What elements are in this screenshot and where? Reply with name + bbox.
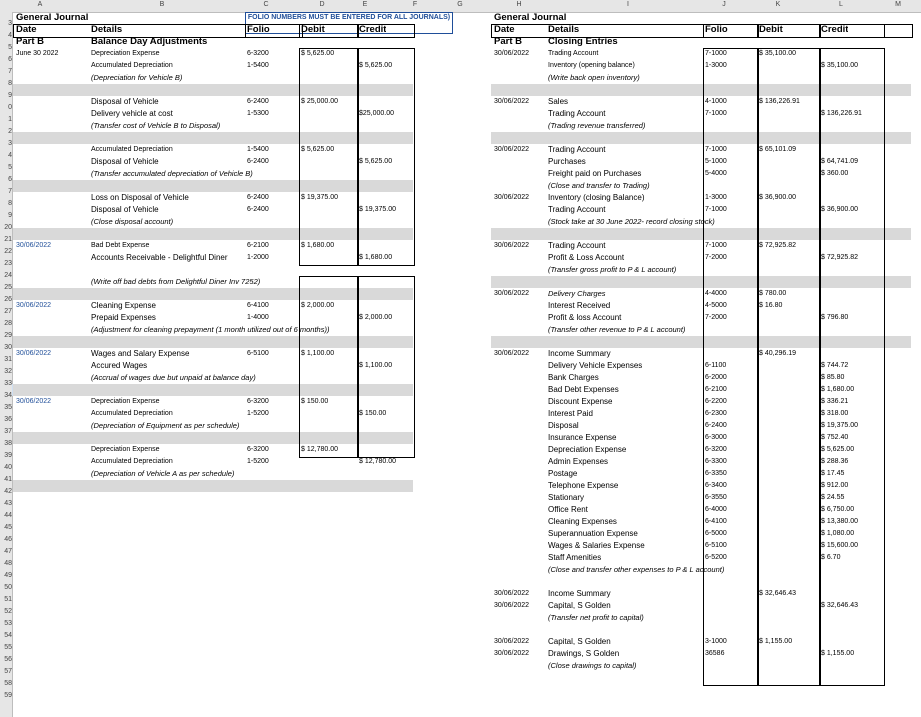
row-number[interactable]: 28: [4, 320, 12, 327]
row-number[interactable]: 5: [8, 164, 12, 171]
separator-row: [491, 336, 911, 348]
left-folio-cell[interactable]: 6-2100: [247, 242, 269, 249]
right-folio-cell[interactable]: 6-3300: [705, 458, 727, 465]
left-debit-cell[interactable]: $ 5,625.00: [301, 50, 335, 57]
left-details-cell[interactable]: Accumulated Depreciation: [91, 146, 173, 153]
left-details-cell[interactable]: Cleaning Expense: [91, 301, 156, 310]
right-date-cell[interactable]: 30/06/2022: [494, 638, 530, 645]
right-folio-cell[interactable]: 6-1100: [705, 362, 727, 369]
left-header-details: Details: [91, 24, 123, 35]
row-number[interactable]: 52: [4, 608, 12, 615]
left-details-cell[interactable]: Delivery vehicle at cost: [91, 109, 173, 118]
separator-row: [13, 180, 413, 192]
separator-row: [13, 384, 413, 396]
left-header-debit: Debit: [301, 24, 325, 35]
left-part-label: Part B: [16, 36, 44, 47]
right-details-cell[interactable]: (Transfer other revenue to P & L account): [548, 325, 686, 334]
column-header-i[interactable]: I: [627, 1, 629, 8]
left-folio-cell[interactable]: 6-5100: [247, 350, 269, 357]
right-debit-cell[interactable]: $ 65,101.09: [759, 146, 796, 153]
right-folio-cell[interactable]: 6-2300: [705, 410, 727, 417]
left-details-cell[interactable]: Accounts Receivable - Delightful Diner: [91, 253, 228, 262]
right-section-title: Closing Entries: [548, 36, 618, 47]
right-folio-cell[interactable]: 6-5200: [705, 554, 727, 561]
right-details-cell[interactable]: Inventory (closing Balance): [548, 193, 645, 202]
row-number[interactable]: 59: [4, 692, 12, 699]
right-details-cell[interactable]: Disposal: [548, 421, 579, 430]
left-credit-cell[interactable]: $ 5,625.00: [359, 62, 393, 69]
right-details-cell[interactable]: Profit & loss Account: [548, 313, 622, 322]
left-details-cell[interactable]: Disposal of Vehicle: [91, 97, 159, 106]
column-header-b[interactable]: B: [159, 1, 165, 8]
row-number[interactable]: 46: [4, 536, 12, 543]
right-details-cell[interactable]: (Write back open inventory): [548, 73, 640, 82]
right-credit-cell[interactable]: $ 5,625.00: [821, 446, 855, 453]
row-number-bar: [0, 12, 13, 717]
right-credit-cell[interactable]: $ 752.40: [821, 434, 849, 441]
right-folio-cell[interactable]: 6-4000: [705, 506, 727, 513]
right-details-cell[interactable]: Trading Account: [548, 145, 606, 154]
right-date-cell[interactable]: 30/06/2022: [494, 290, 530, 297]
left-header-folio: Folio: [247, 24, 270, 35]
separator-row: [13, 84, 413, 96]
left-folio-cell[interactable]: 1-5400: [247, 62, 269, 69]
row-number[interactable]: 34: [4, 392, 12, 399]
right-credit-cell[interactable]: $ 912.00: [821, 482, 849, 489]
right-details-cell[interactable]: Trading Account: [548, 50, 599, 57]
right-header-credit: Credit: [821, 24, 849, 35]
left-details-cell[interactable]: Loss on Disposal of Vehicle: [91, 193, 189, 202]
left-details-cell[interactable]: (Accrual of wages due but unpaid at balance day): [91, 373, 256, 382]
right-date-cell[interactable]: 30/06/2022: [494, 194, 530, 201]
left-date-cell[interactable]: 30/06/2022: [16, 302, 52, 309]
row-number[interactable]: 35: [4, 404, 12, 411]
right-credit-cell[interactable]: $ 336.21: [821, 398, 849, 405]
row-number[interactable]: 5: [8, 44, 12, 51]
right-date-cell[interactable]: 30/06/2022: [494, 650, 530, 657]
right-credit-cell[interactable]: $ 318.00: [821, 410, 849, 417]
row-number[interactable]: 55: [4, 644, 12, 651]
row-number[interactable]: 43: [4, 500, 12, 507]
column-header-h[interactable]: H: [516, 1, 522, 8]
row-number[interactable]: 50: [4, 584, 12, 591]
right-date-cell[interactable]: 30/06/2022: [494, 350, 530, 357]
row-number[interactable]: 4: [8, 32, 12, 39]
row-number[interactable]: 2: [8, 128, 12, 135]
row-number[interactable]: 22: [4, 248, 12, 255]
right-folio-cell[interactable]: 6-2100: [705, 386, 727, 393]
right-details-cell[interactable]: Trading Account: [548, 241, 606, 250]
column-header-g[interactable]: G: [457, 1, 463, 8]
right-folio-cell[interactable]: 7-2000: [705, 314, 727, 321]
right-folio-cell[interactable]: 7-1000: [705, 110, 727, 117]
left-section-title: Balance Day Adjustments: [91, 36, 208, 47]
left-details-cell[interactable]: (Depreciation of Equipment as per schedule): [91, 421, 240, 430]
left-details-cell[interactable]: Depreciation Expense: [91, 446, 160, 453]
right-details-cell[interactable]: Stationary: [548, 493, 585, 502]
right-credit-cell[interactable]: $ 35,100.00: [821, 62, 858, 69]
right-folio-cell[interactable]: 5-4000: [705, 170, 727, 177]
row-number[interactable]: 41: [4, 476, 12, 483]
left-folio-cell[interactable]: 6-2400: [247, 98, 269, 105]
row-number[interactable]: 32: [4, 368, 12, 375]
right-credit-cell[interactable]: $ 85.80: [821, 374, 845, 381]
row-number[interactable]: 6: [8, 176, 12, 183]
row-number[interactable]: 0: [8, 104, 12, 111]
right-credit-cell[interactable]: $ 6.70: [821, 554, 841, 561]
right-folio-cell[interactable]: 5-1000: [705, 158, 727, 165]
left-details-cell[interactable]: (Adjustment for cleaning prepayment (1 month utilized out of 6 months)): [91, 325, 330, 334]
right-details-cell[interactable]: (Stock take at 30 June 2022- record closing stock): [548, 217, 715, 226]
row-number[interactable]: 48: [4, 560, 12, 567]
row-number[interactable]: 53: [4, 620, 12, 627]
right-date-cell[interactable]: 30/06/2022: [494, 602, 530, 609]
row-number[interactable]: 54: [4, 632, 12, 639]
left-folio-cell[interactable]: 6-3200: [247, 398, 269, 405]
right-details-cell[interactable]: Sales: [548, 97, 569, 106]
right-credit-cell[interactable]: $ 744.72: [821, 362, 849, 369]
right-details-cell[interactable]: (Close and transfer other expenses to P & L account): [548, 565, 725, 574]
separator-row: [491, 132, 911, 144]
left-details-cell[interactable]: (Write off bad debts from Delightful Diner Inv 7252): [91, 277, 261, 286]
right-debit-cell[interactable]: $ 40,296.19: [759, 350, 796, 357]
right-journal-title[interactable]: General Journal: [494, 12, 567, 23]
row-number[interactable]: 23: [4, 260, 12, 267]
row-number[interactable]: 45: [4, 524, 12, 531]
right-details-cell[interactable]: Interest Paid: [548, 409, 593, 418]
column-header-d[interactable]: D: [319, 1, 325, 8]
right-folio-cell[interactable]: 7-1000: [705, 50, 727, 57]
row-number[interactable]: 7: [8, 68, 12, 75]
left-details-cell[interactable]: (Close disposal account): [91, 217, 174, 226]
right-credit-cell[interactable]: $ 288.36: [821, 458, 849, 465]
right-details-cell[interactable]: Insurance Expense: [548, 433, 617, 442]
separator-row: [13, 432, 413, 444]
row-number[interactable]: 3: [8, 20, 12, 27]
row-number[interactable]: 4: [8, 152, 12, 159]
right-folio-cell[interactable]: 4-5000: [705, 302, 727, 309]
right-details-cell[interactable]: Office Rent: [548, 505, 588, 514]
right-details-cell[interactable]: Staff Amenities: [548, 553, 602, 562]
right-details-cell[interactable]: Capital, S Golden: [548, 601, 611, 610]
row-number[interactable]: 1: [8, 116, 12, 123]
left-details-cell[interactable]: Bad Debt Expense: [91, 242, 150, 249]
right-debit-cell[interactable]: $ 136,226.91: [759, 98, 800, 105]
left-credit-cell[interactable]: $25,000.00: [359, 110, 395, 117]
row-number[interactable]: 3: [8, 140, 12, 147]
right-credit-cell[interactable]: $ 136,226.91: [821, 110, 862, 117]
left-folio-cell[interactable]: 1-4000: [247, 314, 269, 321]
left-details-cell[interactable]: (Transfer accumulated depreciation of Vehicle B): [91, 169, 253, 178]
right-folio-cell[interactable]: 7-1000: [705, 242, 727, 249]
separator-row: [491, 84, 911, 96]
left-details-cell[interactable]: Accured Wages: [91, 361, 148, 370]
right-details-cell[interactable]: (Close drawings to capital): [548, 661, 637, 670]
right-debit-cell[interactable]: $ 780.00: [759, 290, 787, 297]
separator-row: [491, 228, 911, 240]
right-part-label: Part B: [494, 36, 522, 47]
right-date-cell[interactable]: 30/06/2022: [494, 98, 530, 105]
right-details-cell[interactable]: Admin Expenses: [548, 457, 609, 466]
right-date-cell[interactable]: 30/06/2022: [494, 146, 530, 153]
right-debit-cell[interactable]: $ 16.80: [759, 302, 783, 309]
row-number[interactable]: 29: [4, 332, 12, 339]
right-folio-cell[interactable]: 6-3400: [705, 482, 727, 489]
right-debit-cell[interactable]: $ 35,100.00: [759, 50, 796, 57]
right-details-cell[interactable]: Bank Charges: [548, 373, 599, 382]
right-details-cell[interactable]: Superannuation Expense: [548, 529, 638, 538]
right-details-cell[interactable]: Delivery Vehicle Expenses: [548, 361, 643, 370]
right-credit-cell[interactable]: $ 1,080.00: [821, 530, 855, 537]
row-number[interactable]: 57: [4, 668, 12, 675]
left-folio-cell[interactable]: 1-5200: [247, 458, 269, 465]
active-row-indicator: [12, 384, 13, 396]
left-debit-cell[interactable]: $ 1,100.00: [301, 350, 335, 357]
column-header-a[interactable]: A: [37, 1, 43, 8]
right-details-cell[interactable]: Trading Account: [548, 109, 606, 118]
row-number[interactable]: 39: [4, 452, 12, 459]
right-details-cell[interactable]: Capital, S Golden: [548, 637, 611, 646]
right-details-cell[interactable]: (Trading revenue transferred): [548, 121, 646, 130]
left-credit-cell[interactable]: $ 2,000.00: [359, 314, 393, 321]
column-header-c[interactable]: C: [263, 1, 269, 8]
right-folio-cell[interactable]: 6-5000: [705, 530, 727, 537]
right-details-cell[interactable]: Income Summary: [548, 589, 611, 598]
left-debit-cell[interactable]: $ 5,625.00: [301, 146, 335, 153]
row-number[interactable]: 31: [4, 356, 12, 363]
left-details-cell[interactable]: Accumulated Depreciation: [91, 458, 173, 465]
right-header-details: Details: [548, 24, 580, 35]
right-details-cell[interactable]: Delivery Charges: [548, 289, 606, 298]
right-debit-cell[interactable]: $ 72,925.82: [759, 242, 796, 249]
row-number[interactable]: 33: [4, 380, 12, 387]
row-number[interactable]: 42: [4, 488, 12, 495]
right-details-cell[interactable]: Drawings, S Golden: [548, 649, 620, 658]
row-number[interactable]: 20: [4, 224, 12, 231]
right-credit-cell[interactable]: $ 64,741.09: [821, 158, 858, 165]
right-folio-cell[interactable]: 6-5100: [705, 542, 727, 549]
left-details-cell[interactable]: Depreciation Expense: [91, 50, 160, 57]
row-number[interactable]: 49: [4, 572, 12, 579]
left-debit-cell[interactable]: $ 25,000.00: [301, 98, 338, 105]
right-folio-cell[interactable]: 6-3550: [705, 494, 727, 501]
right-debit-cell[interactable]: $ 32,646.43: [759, 590, 796, 597]
left-date-cell[interactable]: 30/06/2022: [16, 350, 52, 357]
left-folio-cell[interactable]: 1-2000: [247, 254, 269, 261]
right-details-cell[interactable]: Income Summary: [548, 349, 611, 358]
row-number[interactable]: 44: [4, 512, 12, 519]
right-details-cell[interactable]: Inventory (opening balance): [548, 62, 635, 69]
right-details-cell[interactable]: (Transfer net profit to capital): [548, 613, 644, 622]
left-header-credit: Credit: [359, 24, 387, 35]
left-debit-cell[interactable]: $ 1,680.00: [301, 242, 335, 249]
left-date-cell[interactable]: 30/06/2022: [16, 242, 52, 249]
right-details-cell[interactable]: (Close and transfer to Trading): [548, 181, 650, 190]
right-debit-cell[interactable]: $ 36,900.00: [759, 194, 796, 201]
right-folio-cell[interactable]: 7-1000: [705, 206, 727, 213]
right-credit-cell[interactable]: $ 1,155.00: [821, 650, 855, 657]
right-credit-cell[interactable]: $ 32,646.43: [821, 602, 858, 609]
left-credit-cell[interactable]: $ 5,625.00: [359, 158, 393, 165]
right-credit-cell[interactable]: $ 36,900.00: [821, 206, 858, 213]
left-folio-cell[interactable]: 6-2400: [247, 194, 269, 201]
right-credit-cell[interactable]: $ 1,680.00: [821, 386, 855, 393]
right-credit-cell[interactable]: $ 15,600.00: [821, 542, 858, 549]
right-credit-cell[interactable]: $ 24.55: [821, 494, 845, 501]
left-journal-title[interactable]: General Journal: [16, 12, 89, 23]
right-details-cell[interactable]: Depreciation Expense: [548, 445, 627, 454]
row-number[interactable]: 56: [4, 656, 12, 663]
separator-row: [13, 480, 413, 492]
row-number[interactable]: 8: [8, 200, 12, 207]
left-folio-cell[interactable]: 1-5200: [247, 410, 269, 417]
right-folio-cell[interactable]: 7-2000: [705, 254, 727, 261]
right-details-cell[interactable]: Discount Expense: [548, 397, 613, 406]
left-folio-cell[interactable]: 1-5300: [247, 110, 269, 117]
left-debit-cell[interactable]: $ 12,780.00: [301, 446, 338, 453]
left-credit-cell[interactable]: $ 1,100.00: [359, 362, 393, 369]
row-number[interactable]: 51: [4, 596, 12, 603]
right-folio-cell[interactable]: 6-3000: [705, 434, 727, 441]
right-folio-cell[interactable]: 1-3000: [705, 194, 727, 201]
left-folio-cell[interactable]: 6-3200: [247, 50, 269, 57]
right-folio-cell[interactable]: 6-3350: [705, 470, 727, 477]
right-details-cell[interactable]: Trading Account: [548, 205, 606, 214]
right-details-cell[interactable]: Postage: [548, 469, 578, 478]
column-header-m[interactable]: M: [895, 1, 901, 8]
right-debit-cell[interactable]: $ 1,155.00: [759, 638, 793, 645]
separator-row: [491, 276, 911, 288]
column-header-l[interactable]: L: [839, 1, 843, 8]
right-folio-cell[interactable]: 6-2400: [705, 422, 727, 429]
left-details-cell[interactable]: Depreciation Expense: [91, 398, 160, 405]
right-date-cell[interactable]: 30/06/2022: [494, 590, 530, 597]
left-credit-cell[interactable]: $ 150.00: [359, 410, 387, 417]
row-number[interactable]: 58: [4, 680, 12, 687]
row-number[interactable]: 6: [8, 56, 12, 63]
right-details-cell[interactable]: Wages & Salaries Expense: [548, 541, 645, 550]
right-date-cell[interactable]: 30/06/2022: [494, 50, 530, 57]
right-folio-cell[interactable]: 7-1000: [705, 146, 727, 153]
right-details-cell[interactable]: Bad Debt Expenses: [548, 385, 619, 394]
left-folio-cell[interactable]: 6-4100: [247, 302, 269, 309]
row-number[interactable]: 36: [4, 416, 12, 423]
right-credit-cell[interactable]: $ 796.80: [821, 314, 849, 321]
row-number[interactable]: 27: [4, 308, 12, 315]
column-header-e[interactable]: E: [362, 1, 368, 8]
row-number[interactable]: 9: [8, 92, 12, 99]
row-number[interactable]: 26: [4, 296, 12, 303]
separator-row: [13, 228, 413, 240]
column-header-f[interactable]: F: [412, 1, 418, 8]
right-folio-cell[interactable]: 6-4100: [705, 518, 727, 525]
row-number[interactable]: 9: [8, 212, 12, 219]
right-details-cell[interactable]: Interest Received: [548, 301, 611, 310]
left-date-cell[interactable]: 30/06/2022: [16, 398, 52, 405]
row-number[interactable]: 47: [4, 548, 12, 555]
row-number[interactable]: 8: [8, 80, 12, 87]
left-details-cell[interactable]: Disposal of Vehicle: [91, 205, 159, 214]
row-number[interactable]: 21: [4, 236, 12, 243]
row-number[interactable]: 37: [4, 428, 12, 435]
right-details-cell[interactable]: (Transfer gross profit to P & L account): [548, 265, 677, 274]
left-details-cell[interactable]: (Transfer cost of Vehicle B to Disposal): [91, 121, 221, 130]
row-number[interactable]: 38: [4, 440, 12, 447]
left-folio-cell[interactable]: 6-2400: [247, 206, 269, 213]
left-credit-cell[interactable]: $ 19,375.00: [359, 206, 396, 213]
row-number[interactable]: 24: [4, 272, 12, 279]
right-folio-cell[interactable]: 4-4000: [705, 290, 727, 297]
left-credit-cell[interactable]: $ 1,680.00: [359, 254, 393, 261]
left-header-date: Date: [16, 24, 37, 35]
right-header-folio: Folio: [705, 24, 728, 35]
left-details-cell[interactable]: Accumulated Depreciation: [91, 62, 173, 69]
row-number[interactable]: 25: [4, 284, 12, 291]
left-credit-cell[interactable]: $ 12,780.00: [359, 458, 396, 465]
right-credit-cell[interactable]: $ 6,750.00: [821, 506, 855, 513]
right-details-cell[interactable]: Telephone Expense: [548, 481, 619, 490]
right-folio-cell[interactable]: 1-3000: [705, 62, 727, 69]
left-details-cell[interactable]: (Depreciation of Vehicle A as per schedule): [91, 469, 235, 478]
left-date-cell[interactable]: June 30 2022: [16, 50, 59, 57]
right-header-debit: Debit: [759, 24, 783, 35]
right-folio-cell[interactable]: 36586: [705, 650, 725, 657]
right-credit-cell[interactable]: $ 72,925.82: [821, 254, 858, 261]
right-folio-cell[interactable]: 4-1000: [705, 98, 727, 105]
left-folio-cell[interactable]: 1-5400: [247, 146, 269, 153]
spreadsheet-grid[interactable]: [13, 12, 921, 717]
column-header-j[interactable]: J: [722, 1, 726, 8]
folio-banner[interactable]: FOLIO NUMBERS MUST BE ENTERED FOR ALL JOURNALS): [245, 12, 453, 34]
left-details-cell[interactable]: (Depreciation for Vehicle B): [91, 73, 183, 82]
right-credit-cell[interactable]: $ 17.45: [821, 470, 845, 477]
right-folio-cell[interactable]: 6-3200: [705, 446, 727, 453]
separator-row: [13, 336, 413, 348]
right-details-cell[interactable]: Purchases: [548, 157, 586, 166]
right-details-cell[interactable]: Cleaning Expenses: [548, 517, 617, 526]
right-folio-cell[interactable]: 6-2000: [705, 374, 727, 381]
left-details-cell[interactable]: Prepaid Expenses: [91, 313, 156, 322]
left-details-cell[interactable]: Accumulated Depreciation: [91, 410, 173, 417]
row-number[interactable]: 40: [4, 464, 12, 471]
left-folio-cell[interactable]: 6-3200: [247, 446, 269, 453]
right-credit-cell[interactable]: $ 13,380.00: [821, 518, 858, 525]
right-header-date: Date: [494, 24, 515, 35]
right-credit-cell[interactable]: $ 360.00: [821, 170, 849, 177]
right-credit-cell[interactable]: $ 19,375.00: [821, 422, 858, 429]
right-date-cell[interactable]: 30/06/2022: [494, 242, 530, 249]
separator-row: [13, 288, 413, 300]
right-details-cell[interactable]: Freight paid on Purchases: [548, 169, 642, 178]
right-folio-cell[interactable]: 6-2200: [705, 398, 727, 405]
column-header-k[interactable]: K: [775, 1, 781, 8]
left-folio-cell[interactable]: 6-2400: [247, 158, 269, 165]
left-debit-cell[interactable]: $ 150.00: [301, 398, 329, 405]
right-details-cell[interactable]: Profit & Loss Account: [548, 253, 625, 262]
row-number[interactable]: 30: [4, 344, 12, 351]
row-number[interactable]: 7: [8, 188, 12, 195]
left-details-cell[interactable]: Wages and Salary Expense: [91, 349, 190, 358]
right-folio-cell[interactable]: 3-1000: [705, 638, 727, 645]
separator-row: [13, 132, 413, 144]
left-debit-cell[interactable]: $ 2,000.00: [301, 302, 335, 309]
left-debit-cell[interactable]: $ 19,375.00: [301, 194, 338, 201]
left-details-cell[interactable]: Disposal of Vehicle: [91, 157, 159, 166]
